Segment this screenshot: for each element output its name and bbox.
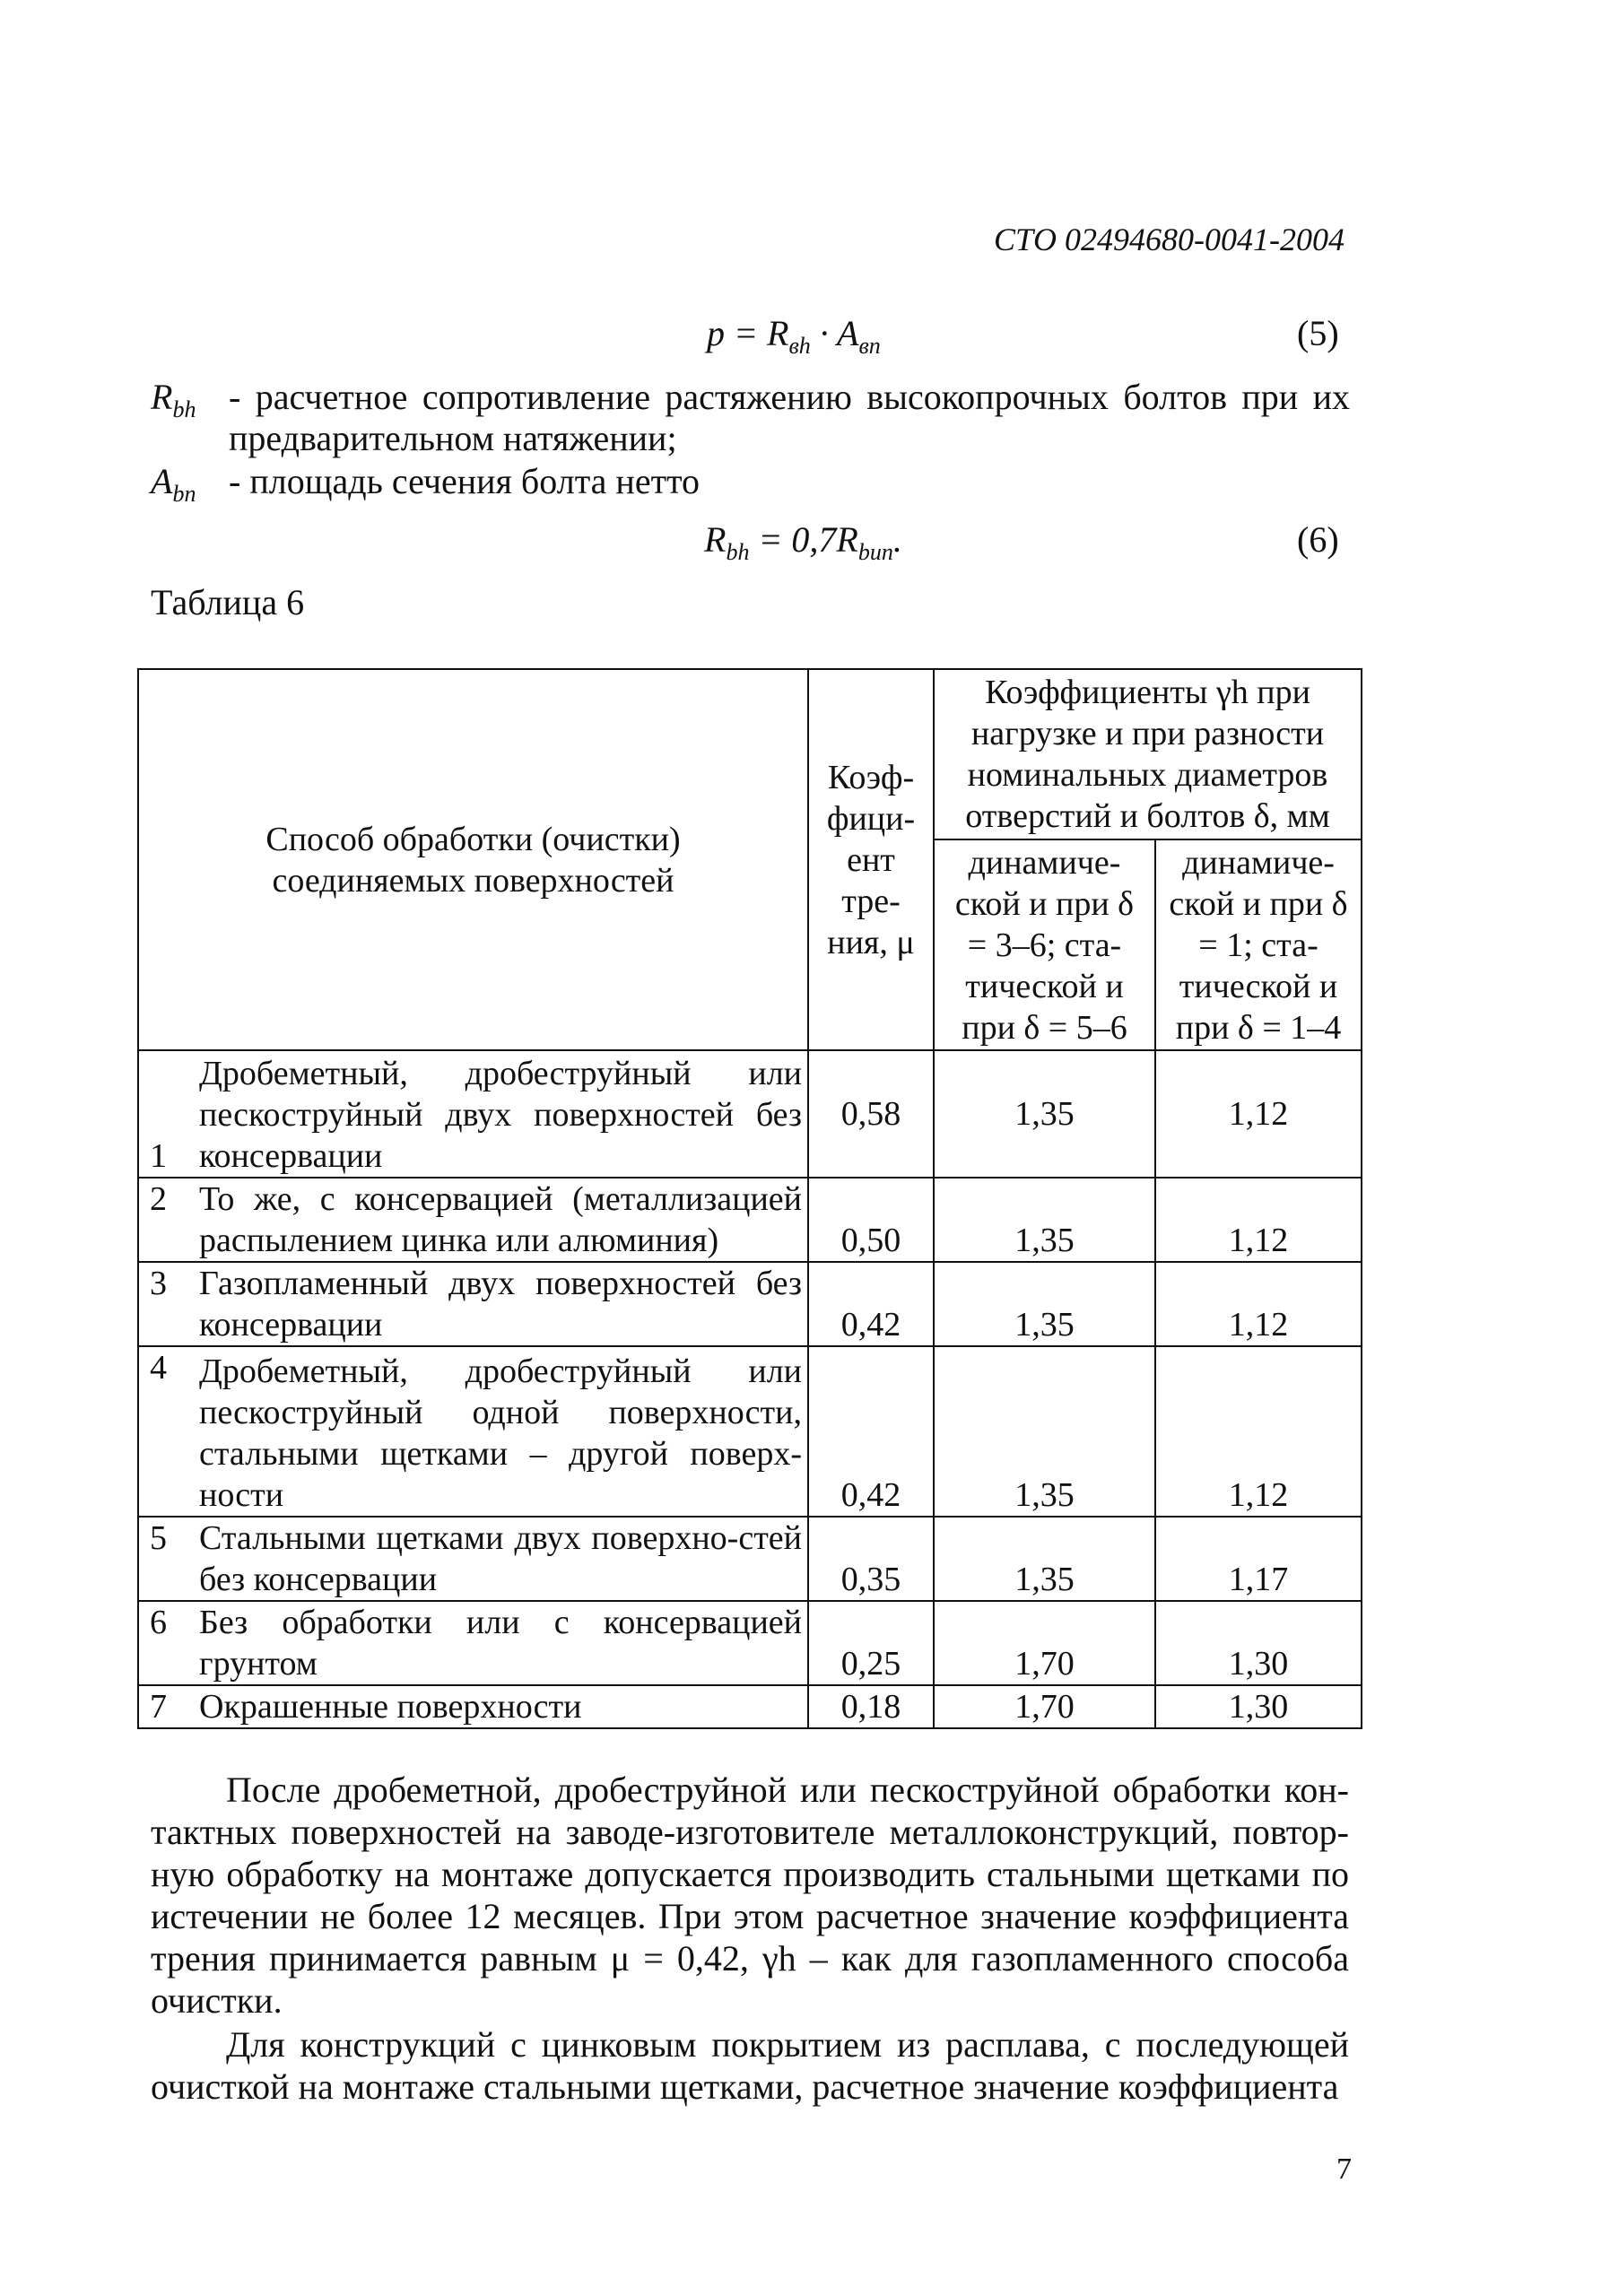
table-row-gamma-2: 1,30: [1155, 1685, 1362, 1728]
legend-text: - расчетное сопротивление растяжению высокопрочных болтов при их предварительном натяжении;: [229, 377, 1350, 458]
table-row-method: Стальными щетками двух поверхно-стей без консервации: [194, 1517, 808, 1601]
table-row-gamma-2: 1,12: [1155, 1050, 1362, 1178]
table-row-gamma-2: 1,12: [1155, 1346, 1362, 1517]
table-row-gamma-2: 1,12: [1155, 1178, 1362, 1262]
friction-coefficient-table: [137, 668, 1362, 1729]
legend-text: - площадь сечения болта нетто: [229, 461, 701, 501]
formula-5-r: R: [767, 313, 789, 353]
table-row-method: То же, с консервацией (металлизацией распылением цинка или алюминия): [194, 1178, 808, 1262]
formula-6-mid-sub: bun: [857, 539, 893, 565]
formula-6-number: (6): [1297, 519, 1339, 560]
table-row-method: Дробеметный, дробеструйный или пескоструйный одной поверхности, стальными щетками – другой поверх-ности: [194, 1346, 808, 1517]
table-row-mu: 0,50: [808, 1178, 934, 1262]
formula-5-dot: ·: [810, 313, 838, 353]
formula-6-left: R: [704, 519, 727, 560]
table-row-mu: 0,42: [808, 1346, 934, 1517]
table-row-gamma-1: 1,35: [934, 1517, 1155, 1601]
table-row-number: 2: [138, 1178, 194, 1262]
formula-5-eq: =: [725, 313, 767, 353]
table-row-mu: 0,42: [808, 1262, 934, 1346]
paragraph-1: [151, 1769, 1349, 2022]
table-row-number: 6: [138, 1601, 194, 1685]
header-sub-1: динамиче-ской и при δ = 3–6; ста-тической и при δ = 5–6: [934, 839, 1155, 1050]
formula-6-end: .: [892, 519, 902, 560]
formula-5-a: A: [837, 313, 859, 353]
table-row-gamma-1: 1,35: [934, 1262, 1155, 1346]
table-row-mu: 0,18: [808, 1685, 934, 1728]
formula-6-mid: = 0,7R: [749, 519, 858, 560]
table-row-gamma-2: 1,17: [1155, 1517, 1362, 1601]
document-number: СТО 02494680-0041-2004: [993, 222, 1345, 257]
table-row-method: Без обработки или с консервацией грунтом: [194, 1601, 808, 1685]
formula-5-number: (5): [1297, 313, 1339, 353]
formula-5-a-sub: вn: [858, 333, 881, 359]
header-coefficient: Коэф-фици-ент тре-ния, μ: [808, 669, 934, 1050]
header-gamma: Коэффициенты γh при нагрузке и при разности номинальных диаметров отверстий и болтов δ, мм: [934, 669, 1362, 839]
table-row-gamma-2: 1,12: [1155, 1262, 1362, 1346]
paragraph-2: [151, 2023, 1349, 2108]
table-caption: Таблица 6: [151, 582, 305, 622]
table-row-gamma-1: 1,70: [934, 1685, 1155, 1728]
table-row-gamma-1: 1,70: [934, 1601, 1155, 1685]
page-number: 7: [1336, 2152, 1352, 2186]
formula-5-p: p: [707, 313, 725, 353]
legend-item-abn: [0, 461, 1610, 507]
table-row-mu: 0,58: [808, 1050, 934, 1178]
table-row-gamma-1: 1,35: [934, 1346, 1155, 1517]
table-row-method: Газопламенный двух поверхностей без консервации: [194, 1262, 808, 1346]
formula-5: [707, 312, 881, 360]
paragraph-1-text: После дробеметной, дробеструйной или пескоструйной обработки кон-тактных поверхностей на заводе-изготовителе металлоконструкций, повтор-ную обработку на монтаже допускается производить стальными щетками по истечении не более 12 месяцев. При этом расчетное значение коэффициента трения принимается равным μ = 0,42, γh – как для газопламенного способа очистки.: [151, 1770, 1349, 2021]
table-row-method: Окрашенные поверхности: [194, 1685, 808, 1728]
legend-symbol: $R_{bh}$: [151, 377, 196, 422]
table-row-gamma-1: 1,35: [934, 1178, 1155, 1262]
formula-6-left-sub: bh: [726, 539, 750, 565]
table-row-gamma-2: 1,30: [1155, 1601, 1362, 1685]
table-row-number: 1: [138, 1050, 194, 1178]
header-sub-2: динамиче-ской и при δ = 1; ста-тической и при δ = 1–4: [1155, 839, 1362, 1050]
formula-5-r-sub: вh: [788, 333, 811, 359]
table-row-gamma-1: 1,35: [934, 1050, 1155, 1178]
table-row-mu: 0,35: [808, 1517, 934, 1601]
paragraph-2-text: Для конструкций с цинковым покрытием из расплава, с последующей очисткой на монтаже стальными щетками, расчетное значение коэффициента: [151, 2024, 1349, 2107]
table-row-number: 3: [138, 1262, 194, 1346]
table-row-number: 4: [138, 1346, 194, 1517]
formula-6: [704, 518, 902, 566]
header-method: Способ обработки (очистки) соединяемых поверхностей: [138, 669, 808, 1050]
legend-symbol: $A_{bn}$: [151, 461, 196, 507]
table-row-number: 5: [138, 1517, 194, 1601]
table-row-number: 7: [138, 1685, 194, 1728]
table-row-mu: 0,25: [808, 1601, 934, 1685]
legend-item-rbh: [0, 377, 1610, 459]
table-row-method: Дробеметный, дробеструйный или пескоструйный двух поверхностей без консервации: [194, 1050, 808, 1178]
